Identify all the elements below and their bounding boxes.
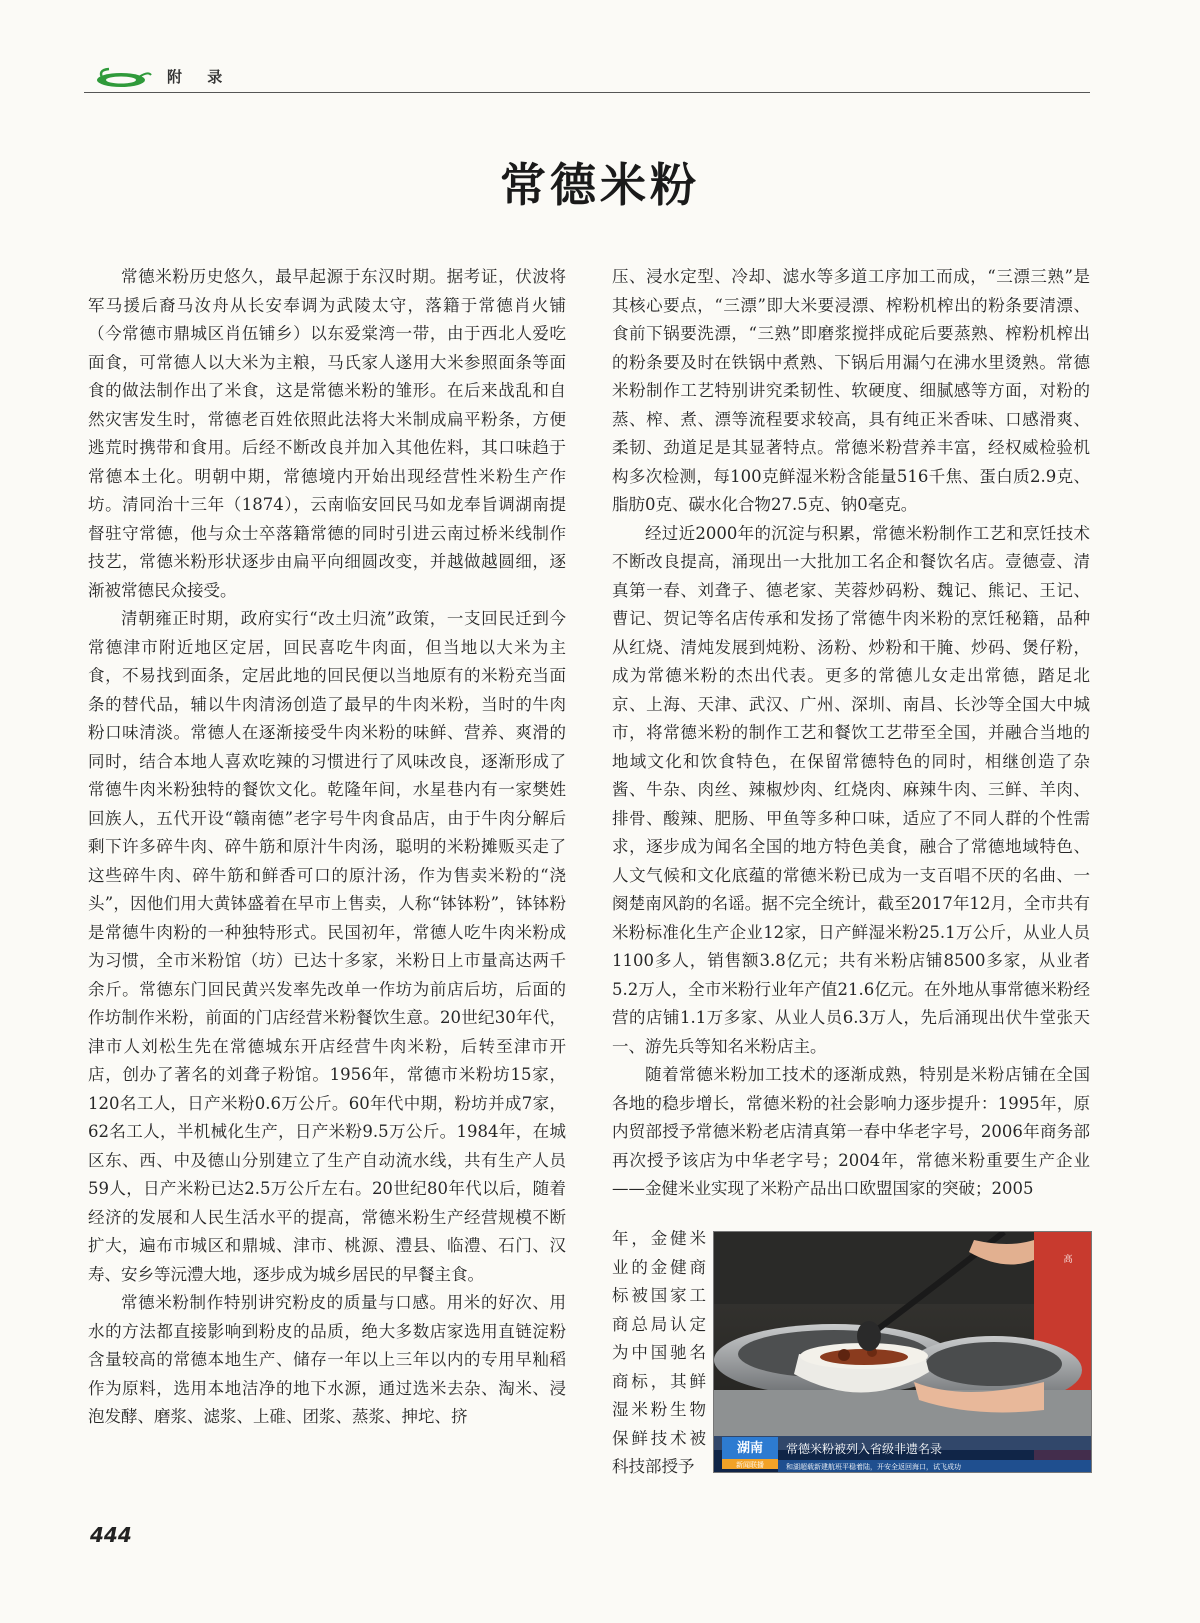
page-number: 444 <box>90 1523 132 1547</box>
paragraph: 常德米粉历史悠久，最早起源于东汉时期。据考证，伏波将军马援后裔马汝舟从长安奉调为武陵太守，落籍于常德肖火铺（今常德市鼎城区肖伍铺乡）以东爱棠湾一带，由于西北人爱吃面食，可常德人以大米为主粮，马氏家人遂用大米参照面条等面食的做法制作出了米食，这是常德米粉的雏形。在后来战乱和自然灾害发生时，常德老百姓依照此法将大米制成扁平粉条，方便逃荒时携带和食用。后经不断改良并加入其他佐料，其口味趋于常德本土化。明朝中期，常德境内开始出现经营性米粉生产作坊。清同治十三年（1874），云南临安回民马如龙奉旨调湖南提督驻守常德，他与众士卒落籍常德的同时引进云南过桥米线制作技艺，常德米粉形状逐步由扁平向细圆改变，并越做越圆细，逐渐被常德民众接受。 <box>88 267 566 600</box>
apron-text: 高 <box>1063 1254 1073 1264</box>
left-column <box>88 263 566 1432</box>
channel-sub: 新闻联播 <box>736 1462 764 1469</box>
paragraph: 常德米粉制作特别讲究粉皮的质量与口感。用米的好次、用水的方法都直接影响到粉皮的品质，绝大多数店家选用直链淀粉含量较高的常德本地生产、储存一年以上三年以内的专用早籼稻作为原料，选用本地洁净的地下水源，通过选米去杂、淘米、浸泡发酵、磨浆、滤浆、上碓、团浆、蒸浆、抻坨、挤 <box>88 1293 566 1426</box>
channel-name: 湖南 <box>736 1440 764 1455</box>
news-ticker: 和湖超载新建航班平稳着陆，开安全返回海口，试飞成功 <box>786 1464 961 1471</box>
book-logo-icon <box>95 66 155 90</box>
section-label: 附 录 <box>167 68 233 86</box>
photo-side-text: 年，金健米业的金健商标被国家工商总局认定为中国驰名商标，其鲜湿米粉生物保鲜技术被科技部授予 <box>612 1229 706 1476</box>
header-rule <box>84 92 1090 93</box>
paragraph: 清朝雍正时期，政府实行“改土归流”政策，一支回民迁到今常德津市附近地区定居，回民喜吃牛肉面，但当地以大米为主食，不易找到面条，定居此地的回民便以当地原有的米粉充当面条的替代品，辅以牛肉清汤创造了最早的牛肉米粉，当时的牛肉粉口味清淡。常德人在逐渐接受牛肉米粉的味鲜、营养、爽滑的同时，结合本地人喜欢吃辣的习惯进行了风味改良，逐渐形成了常德牛肉米粉独特的餐饮文化。乾隆年间，水星巷内有一家樊姓回族人，五代开设“赣南德”老字号牛肉食品店，由于牛肉分解后剩下许多碎牛肉、碎牛筋和原汁牛肉汤，聪明的米粉摊贩买走了这些碎牛肉、碎牛筋和鲜香可口的原汁汤，作为售卖米粉的“浇头”，因他们用大黄钵盛着在早市上售卖，人称“钵钵粉”，钵钵粉是常德牛肉粉的一种独特形式。民国初年，常德人吃牛肉米粉成为习惯，全市米粉馆（坊）已达十多家，米粉日上市量高达两千余斤。常德东门回民黄兴发率先改单一作坊为前店后坊，后面的作坊制作米粉，前面的门店经营米粉餐饮生意。20世纪30年代，津市人刘松生先在常德城东开店经营牛肉米粉，后转至津市开店，创办了著名的刘聋子粉馆。1956年，常德市米粉坊15家，120名工人，日产米粉0.6万公斤。60年代中期，粉坊并成7家，62名工人，半机械化生产，日产米粉9.5万公斤。1984年，在城区东、西、中及德山分别建立了生产自动流水线，共有生产人员59人，日产米粉已达2.5万公斤左右。20世纪80年代以后，随着经济的发展和人民生活水平的提高，常德米粉生产经营规模不断扩大，遍布市城区和鼎城、津市、桃源、澧县、临澧、石门、汉寿、安乡等沅澧大地，逐步成为城乡居民的早餐主食。 <box>88 609 566 1284</box>
kitchen-scene-image <box>714 1232 1091 1472</box>
news-photo <box>713 1231 1092 1473</box>
right-column <box>612 263 1090 1204</box>
photo-caption: 常德米粉被列入省级非遗名录 <box>786 1442 943 1456</box>
paragraph: 经过近2000年的沉淀与积累，常德米粉制作工艺和烹饪技术不断改良提高，涌现出一大批加工名企和餐饮名店。壹德壹、清真第一春、刘聋子、德老家、芙蓉炒码粉、魏记、熊记、王记、曹记、贺记等名店传承和发扬了常德牛肉米粉的烹饪秘籍，品种从红烧、清炖发展到炖粉、汤粉、炒粉和干腌、炒码、煲仔粉，成为常德米粉的杰出代表。更多的常德儿女走出常德，踏足北京、上海、天津、武汉、广州、深圳、南昌、长沙等全国大中城市，将常德米粉的制作工艺和餐饮工艺带至全国，并融合当地的地域文化和饮食特色，在保留常德特色的同时，相继创造了杂酱、牛杂、肉丝、辣椒炒肉、红烧肉、麻辣牛肉、三鲜、羊肉、排骨、酸辣、肥肠、甲鱼等多种口味，适应了不同人群的个性需求，逐步成为闻名全国的地方特色美食，融合了常德地域特色、人文气候和文化底蕴的常德米粉已成为一支百唱不厌的名曲、一阕楚南风韵的名谣。据不完全统计，截至2017年12月，全市共有米粉标准化生产企业12家，日产鲜湿米粉25.1万公斤，从业人员1100多人，销售额3.8亿元；共有米粉店铺8500多家，从业者5.2万人，全市米粉行业年产值21.6亿元。在外地从事常德米粉经营的店铺1.1万多家、从业人员6.3万人，先后涌现出伏牛堂张天一、游先兵等知名米粉店主。 <box>612 523 1090 1056</box>
paragraph: 随着常德米粉加工技术的逐渐成熟，特别是米粉店铺在全国各地的稳步增长，常德米粉的社会影响力逐步提升：1995年，原内贸部授予常德米粉老店清真第一春中华老字号，2006年商务部再次授予该店为中华老字号；2004年，常德米粉重要生产企业——金健米业实现了米粉产品出口欧盟国家的突破；2005 <box>612 1065 1090 1198</box>
article-title: 常德米粉 <box>500 157 700 212</box>
paragraph: 压、浸水定型、冷却、滤水等多道工序加工而成，“三漂三熟”是其核心要点，“三漂”即大米要浸漂、榨粉机榨出的粉条要清漂、食前下锅要洗漂，“三熟”即磨浆搅拌成砣后要蒸熟、榨粉机榨出的粉条要及时在铁锅中煮熟、下锅后用漏勺在沸水里烫熟。常德米粉制作工艺特别讲究柔韧性、软硬度、细腻感等方面，对粉的蒸、榨、煮、漂等流程要求较高，具有纯正米香味、口感滑爽、柔韧、劲道足是其显著特点。常德米粉营养丰富，经权威检验机构多次检测，每100克鲜湿米粉含能量516千焦、蛋白质2.9克、脂肪0克、碳水化合物27.5克、钠0毫克。 <box>612 267 1090 514</box>
